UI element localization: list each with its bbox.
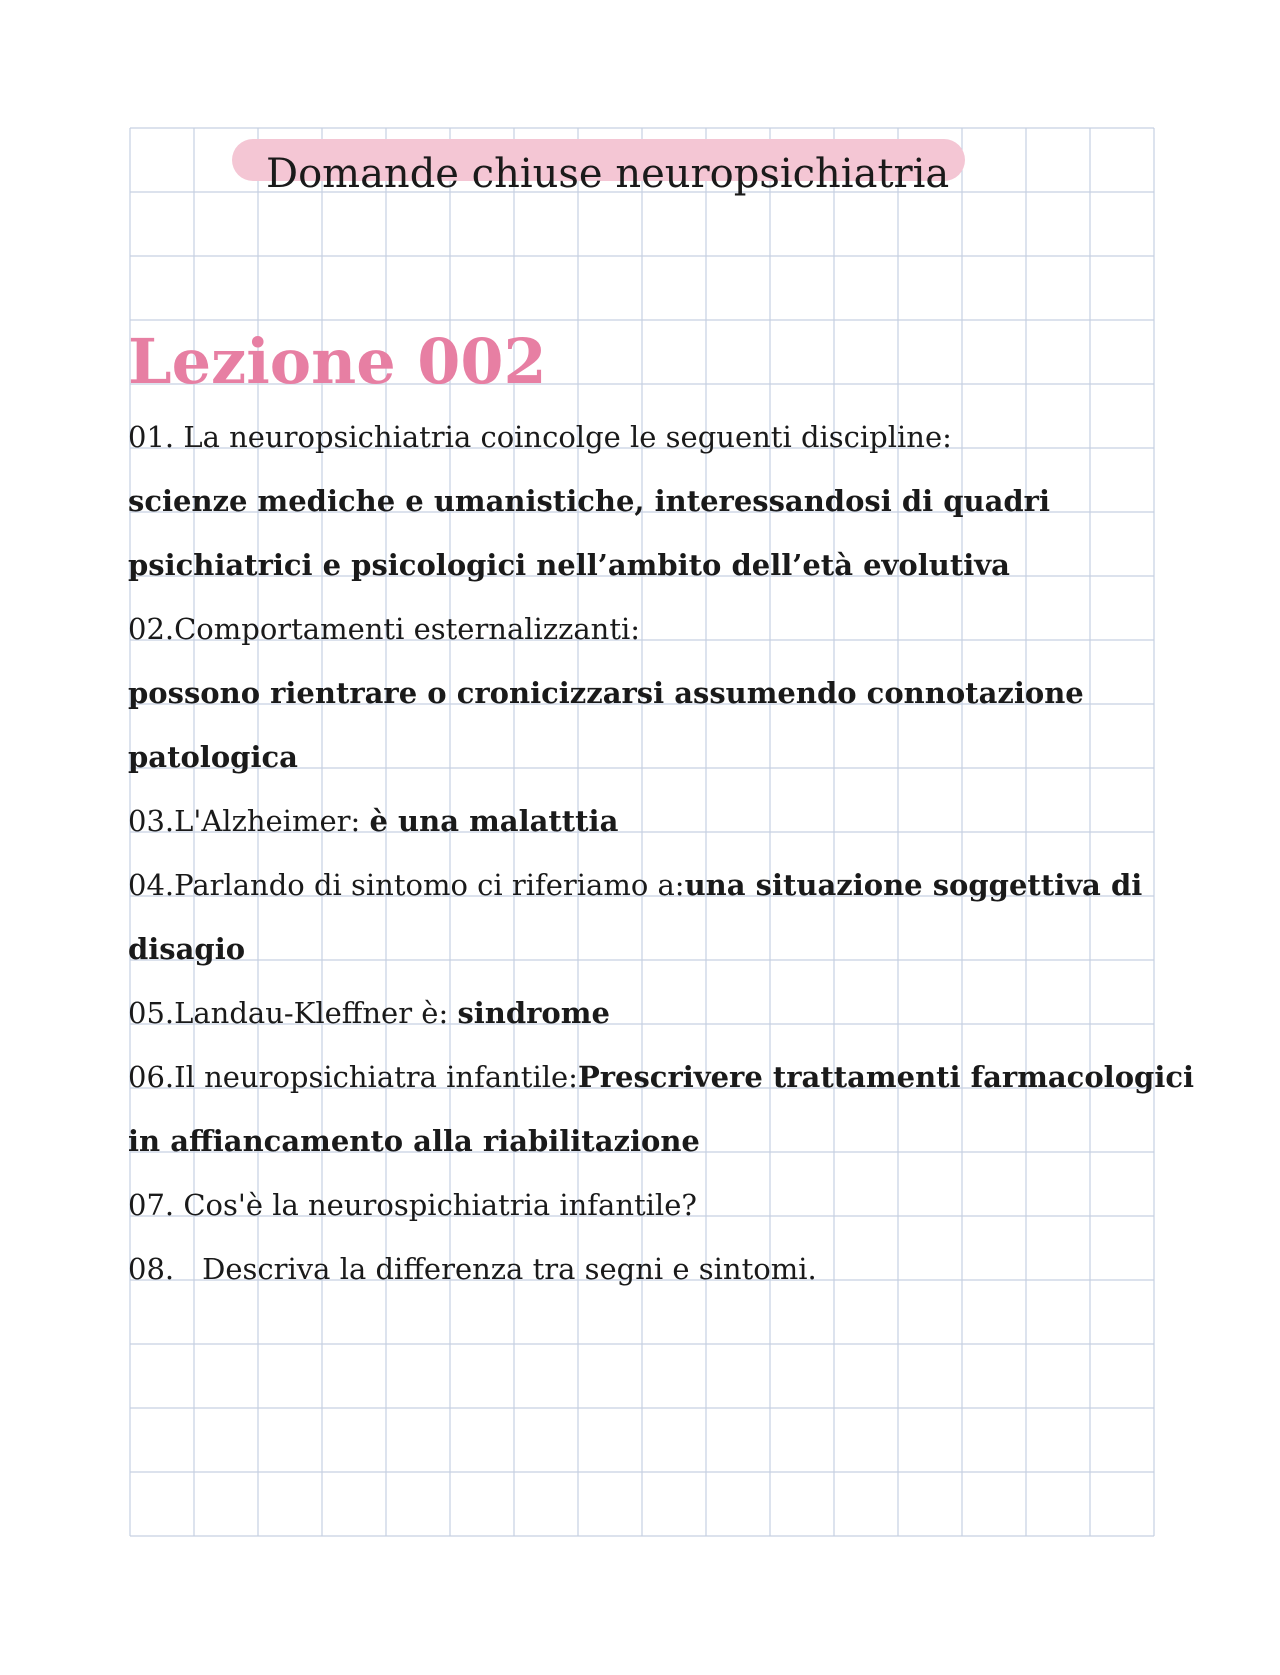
question-05-text: 05.Landau-Kleffner è: xyxy=(128,996,458,1030)
answer-02-line2: patologica xyxy=(128,740,298,774)
answer-04-line2: disagio xyxy=(128,932,246,966)
answer-01-line2: psichiatrici e psicologici nell’ambito dell’età evolutiva xyxy=(128,548,1010,582)
question-08 xyxy=(128,1249,817,1289)
answer-04-line1: una situazione soggettiva di xyxy=(684,868,1143,902)
question-03 xyxy=(128,801,618,841)
question-04 xyxy=(128,865,1142,905)
answer-02-line1: possono rientrare o cronicizzarsi assumendo connotazione xyxy=(128,676,1084,710)
answer-03: è una malatttia xyxy=(369,804,619,838)
document-title: Domande chiuse neuropsichiatria xyxy=(266,151,950,197)
lesson-heading: Lezione 002 xyxy=(128,325,547,398)
question-08-number: 08. xyxy=(128,1252,175,1286)
question-05 xyxy=(128,993,610,1033)
question-06 xyxy=(128,1057,1194,1097)
question-04-text: 04.Parlando di sintomo ci riferiamo a: xyxy=(128,868,685,902)
question-08-text: Descriva la differenza tra segni e sintomi. xyxy=(202,1252,817,1286)
answer-06-line2: in affiancamento alla riabilitazione xyxy=(128,1124,700,1158)
question-06-text: 06.Il neuropsichiatra infantile: xyxy=(128,1060,578,1094)
question-01-text: 01. La neuropsichiatria coincolge le seguenti discipline: xyxy=(128,420,952,454)
answer-06-line1: Prescrivere trattamenti farmacologici xyxy=(577,1060,1195,1094)
question-01 xyxy=(128,417,952,457)
question-07-text: 07. Cos'è la neurospichiatria infantile? xyxy=(128,1188,697,1222)
question-07 xyxy=(128,1185,697,1225)
question-02 xyxy=(128,609,640,649)
question-02-text: 02.Comportamenti esternalizzanti: xyxy=(128,612,641,646)
answer-05: sindrome xyxy=(457,996,610,1030)
question-03-text: 03.L'Alzheimer: xyxy=(128,804,370,838)
answer-01-line1: scienze mediche e umanistiche, interessandosi di quadri xyxy=(128,484,1050,518)
